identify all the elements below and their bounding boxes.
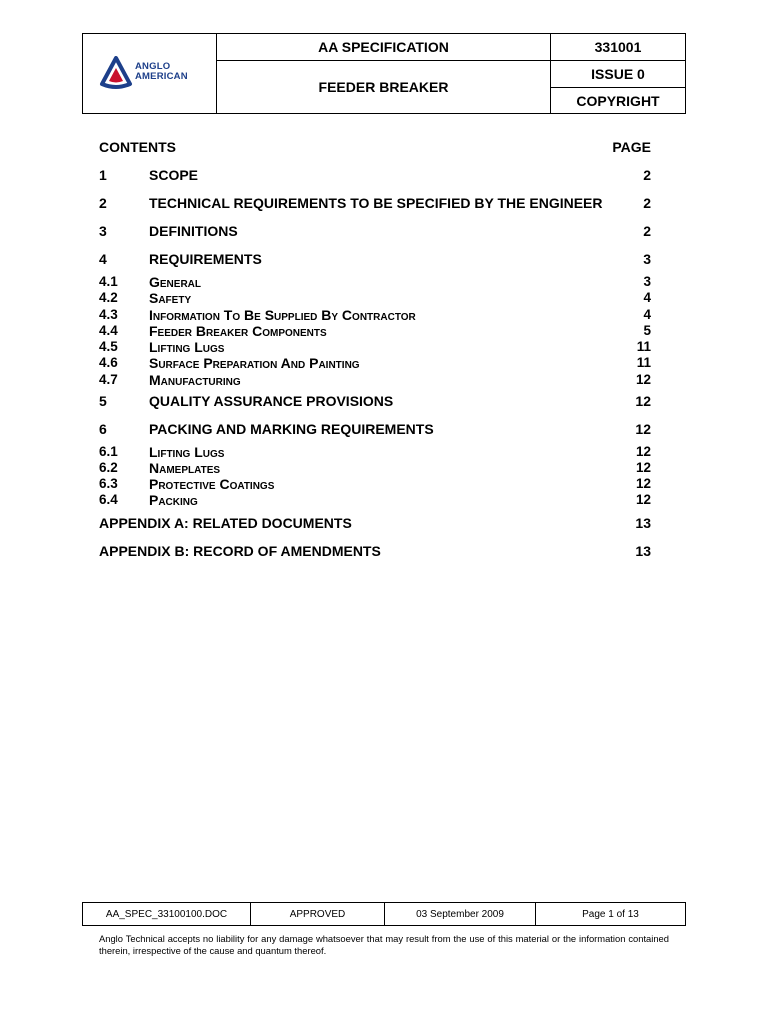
toc-entry-page: 11	[636, 355, 651, 370]
toc-entry-page: 12	[635, 444, 651, 459]
toc-entry-page: 12	[635, 421, 651, 437]
logo-text-line2: AMERICAN	[135, 71, 188, 82]
toc-subentry[interactable]	[99, 492, 651, 508]
toc-entry-number: 4.7	[99, 372, 118, 387]
toc-entry[interactable]	[99, 223, 651, 240]
toc-entry-title: SCOPE	[149, 167, 199, 183]
toc-entry-page: 2	[643, 195, 651, 211]
toc-entry-title: DEFINITIONS	[149, 223, 238, 239]
logo-text-line1: ANGLO	[135, 61, 171, 72]
copyright-label: COPYRIGHT	[576, 93, 660, 109]
toc-subentry[interactable]	[99, 339, 651, 355]
toc-entry-page: 12	[635, 460, 651, 475]
toc-entry-title: Surface Preparation And Painting	[149, 355, 360, 371]
toc-entry-page: 12	[635, 492, 651, 507]
document-footer-table	[82, 902, 686, 926]
toc-entry-number: 4.1	[99, 274, 118, 289]
logo-mark-icon	[99, 56, 133, 90]
toc-entry-page: 3	[643, 274, 651, 289]
toc-appendix-a[interactable]	[99, 515, 651, 532]
document-title: FEEDER BREAKER	[318, 79, 449, 95]
toc-entry-page: 13	[635, 515, 651, 531]
footer-page-number: Page 1 of 13	[582, 908, 639, 920]
toc-entry-number: 5	[99, 393, 107, 409]
toc-entry[interactable]	[99, 167, 651, 184]
toc-entry-title: TECHNICAL REQUIREMENTS TO BE SPECIFIED BY THE ENGINEER	[149, 195, 603, 211]
toc-subentry[interactable]	[99, 355, 651, 371]
footer-filename: AA_SPEC_33100100.DOC	[105, 908, 228, 920]
page-heading: PAGE	[612, 139, 651, 155]
toc-entry-title: QUALITY ASSURANCE PROVISIONS	[149, 393, 394, 409]
toc-entry-number: 6.1	[99, 444, 118, 459]
toc-entry-title: REQUIREMENTS	[149, 251, 262, 267]
spec-label: AA SPECIFICATION	[318, 39, 449, 55]
footer-status: APPROVED	[289, 908, 346, 920]
toc-entry-number: 6	[99, 421, 107, 437]
toc-entry-number: 2	[99, 195, 107, 211]
toc-entry-title: Packing	[149, 492, 198, 508]
toc-entry[interactable]	[99, 251, 651, 268]
toc-entry-page: 12	[635, 372, 651, 387]
toc-entry-page: 13	[635, 543, 651, 559]
toc-entry-page: 4	[643, 290, 651, 305]
toc-entry-page: 11	[636, 339, 651, 354]
toc-header-row	[99, 139, 651, 156]
toc-entry-number: 4.3	[99, 307, 118, 322]
contents-heading: CONTENTS	[99, 139, 176, 155]
toc-subentry[interactable]	[99, 307, 651, 323]
toc-entry-title: APPENDIX B: RECORD OF AMENDMENTS	[99, 543, 381, 559]
toc-entry[interactable]	[99, 195, 651, 212]
toc-subentry[interactable]	[99, 460, 651, 476]
toc-entry-page: 2	[643, 167, 651, 183]
toc-entry-number: 4.5	[99, 339, 118, 354]
toc-entry-title: Manufacturing	[149, 372, 241, 388]
toc-entry-number: 4.6	[99, 355, 118, 370]
document-number: 331001	[594, 39, 642, 55]
toc-entry-number: 6.4	[99, 492, 118, 507]
toc-entry-page: 3	[643, 251, 651, 267]
toc-appendix-b[interactable]	[99, 543, 651, 560]
toc-entry-title: Lifting Lugs	[149, 444, 225, 460]
toc-entry-number: 4	[99, 251, 107, 267]
toc-entry-number: 1	[99, 167, 107, 183]
footer-disclaimer: Anglo Technical accepts no liability for any damage whatsoever that may result from the use of this material or the information contained therein, irrespective of the cause and quantum thereof.	[99, 933, 669, 956]
toc-entry-title: Nameplates	[149, 460, 221, 476]
toc-entry-number: 4.2	[99, 290, 118, 305]
toc-entry-number: 4.4	[99, 323, 118, 338]
toc-entry-number: 6.2	[99, 460, 118, 475]
toc-entry-title: Protective Coatings	[149, 476, 275, 492]
toc-subentry[interactable]	[99, 444, 651, 460]
toc-entry-title: Feeder Breaker Components	[149, 323, 327, 339]
toc-entry[interactable]	[99, 393, 651, 410]
issue-label: ISSUE 0	[591, 66, 645, 82]
toc-entry-title: Safety	[149, 290, 192, 306]
toc-entry-page: 2	[643, 223, 651, 239]
toc-subentry[interactable]	[99, 372, 651, 388]
toc-entry-title: APPENDIX A: RELATED DOCUMENTS	[99, 515, 352, 531]
toc-subentry[interactable]	[99, 323, 651, 339]
toc-entry-title: PACKING AND MARKING REQUIREMENTS	[149, 421, 434, 437]
toc-entry-page: 4	[643, 307, 651, 322]
document-header-table	[82, 33, 686, 114]
anglo-american-logo	[99, 54, 219, 94]
toc-entry-title: General	[149, 274, 202, 290]
toc-subentry[interactable]	[99, 274, 651, 290]
toc-entry-number: 6.3	[99, 476, 118, 491]
toc-subentry[interactable]	[99, 290, 651, 306]
toc-entry[interactable]	[99, 421, 651, 438]
toc-subentry[interactable]	[99, 476, 651, 492]
toc-entry-page: 12	[635, 476, 651, 491]
toc-entry-page: 12	[635, 393, 651, 409]
toc-entry-number: 3	[99, 223, 107, 239]
footer-date: 03 September 2009	[416, 908, 504, 920]
toc-entry-title: Information To Be Supplied By Contractor	[149, 307, 416, 323]
toc-entry-title: Lifting Lugs	[149, 339, 225, 355]
toc-entry-page: 5	[643, 323, 651, 338]
